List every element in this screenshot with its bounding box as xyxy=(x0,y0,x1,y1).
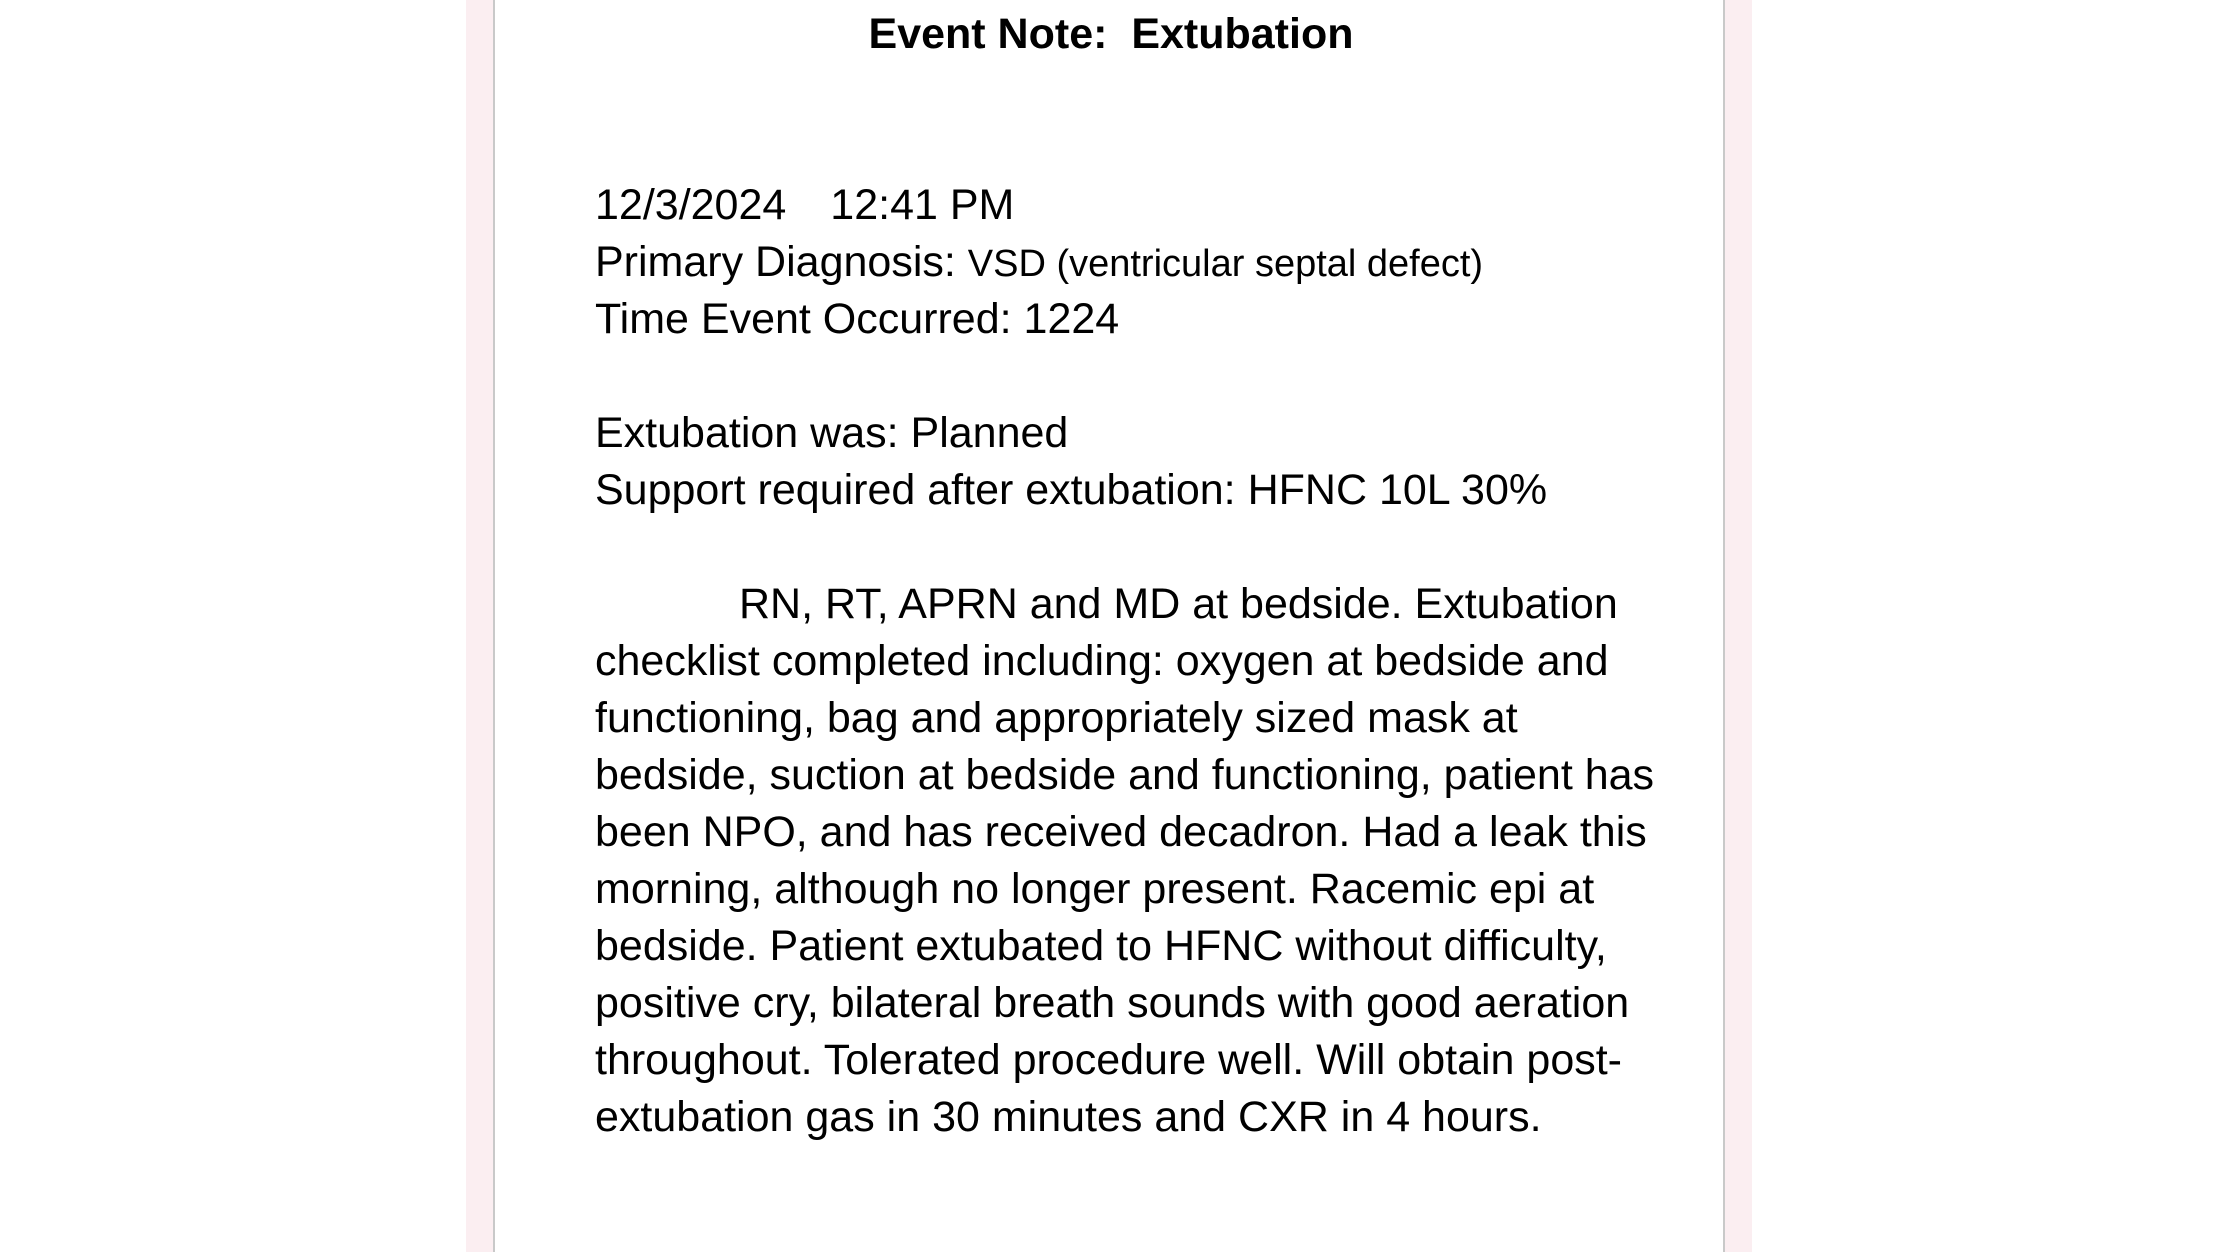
extubation-type-line xyxy=(595,405,1675,462)
timestamp-line xyxy=(595,177,1675,234)
time-event-label: Time Event Occurred: xyxy=(595,295,1024,343)
support-required-label: Support required after extubation: xyxy=(595,466,1248,514)
support-required-line xyxy=(595,462,1675,519)
extubation-type-label: Extubation was: xyxy=(595,409,911,457)
document-page xyxy=(493,0,1725,1252)
note-body xyxy=(595,177,1675,1146)
primary-diagnosis-line xyxy=(595,234,1675,291)
note-date: 12/3/2024 xyxy=(595,181,787,229)
support-required-value: HFNC 10L 30% xyxy=(1247,466,1548,514)
extubation-type-value: Planned xyxy=(910,409,1069,457)
note-time: 12:41 PM xyxy=(830,181,1015,229)
time-event-value: 1224 xyxy=(1023,295,1120,343)
note-title: Event Note: Extubation xyxy=(868,10,1354,58)
primary-diagnosis-label: Primary Diagnosis: xyxy=(595,238,968,286)
primary-diagnosis-value: VSD (ventricular septal defect) xyxy=(967,243,1484,285)
narrative-paragraph: RN, RT, APRN and MD at bedside. Extubation checklist completed including: oxygen at bedside and functioning, bag and appropriately sized mask at bedside, suction at bedside and functioning, patient has been NPO, and has received decadron. Had a leak this morning, although no longer present. Racemic epi at bedside. Patient extubated to HFNC without difficulty, positive cry, bilateral breath sounds with good aeration throughout. Tolerated procedure well. Will obtain post-extubation gas in 30 minutes and CXR in 4 hours. xyxy=(595,580,1655,1141)
spacer xyxy=(595,519,1675,576)
time-event-line xyxy=(595,291,1675,348)
spacer xyxy=(595,348,1675,405)
